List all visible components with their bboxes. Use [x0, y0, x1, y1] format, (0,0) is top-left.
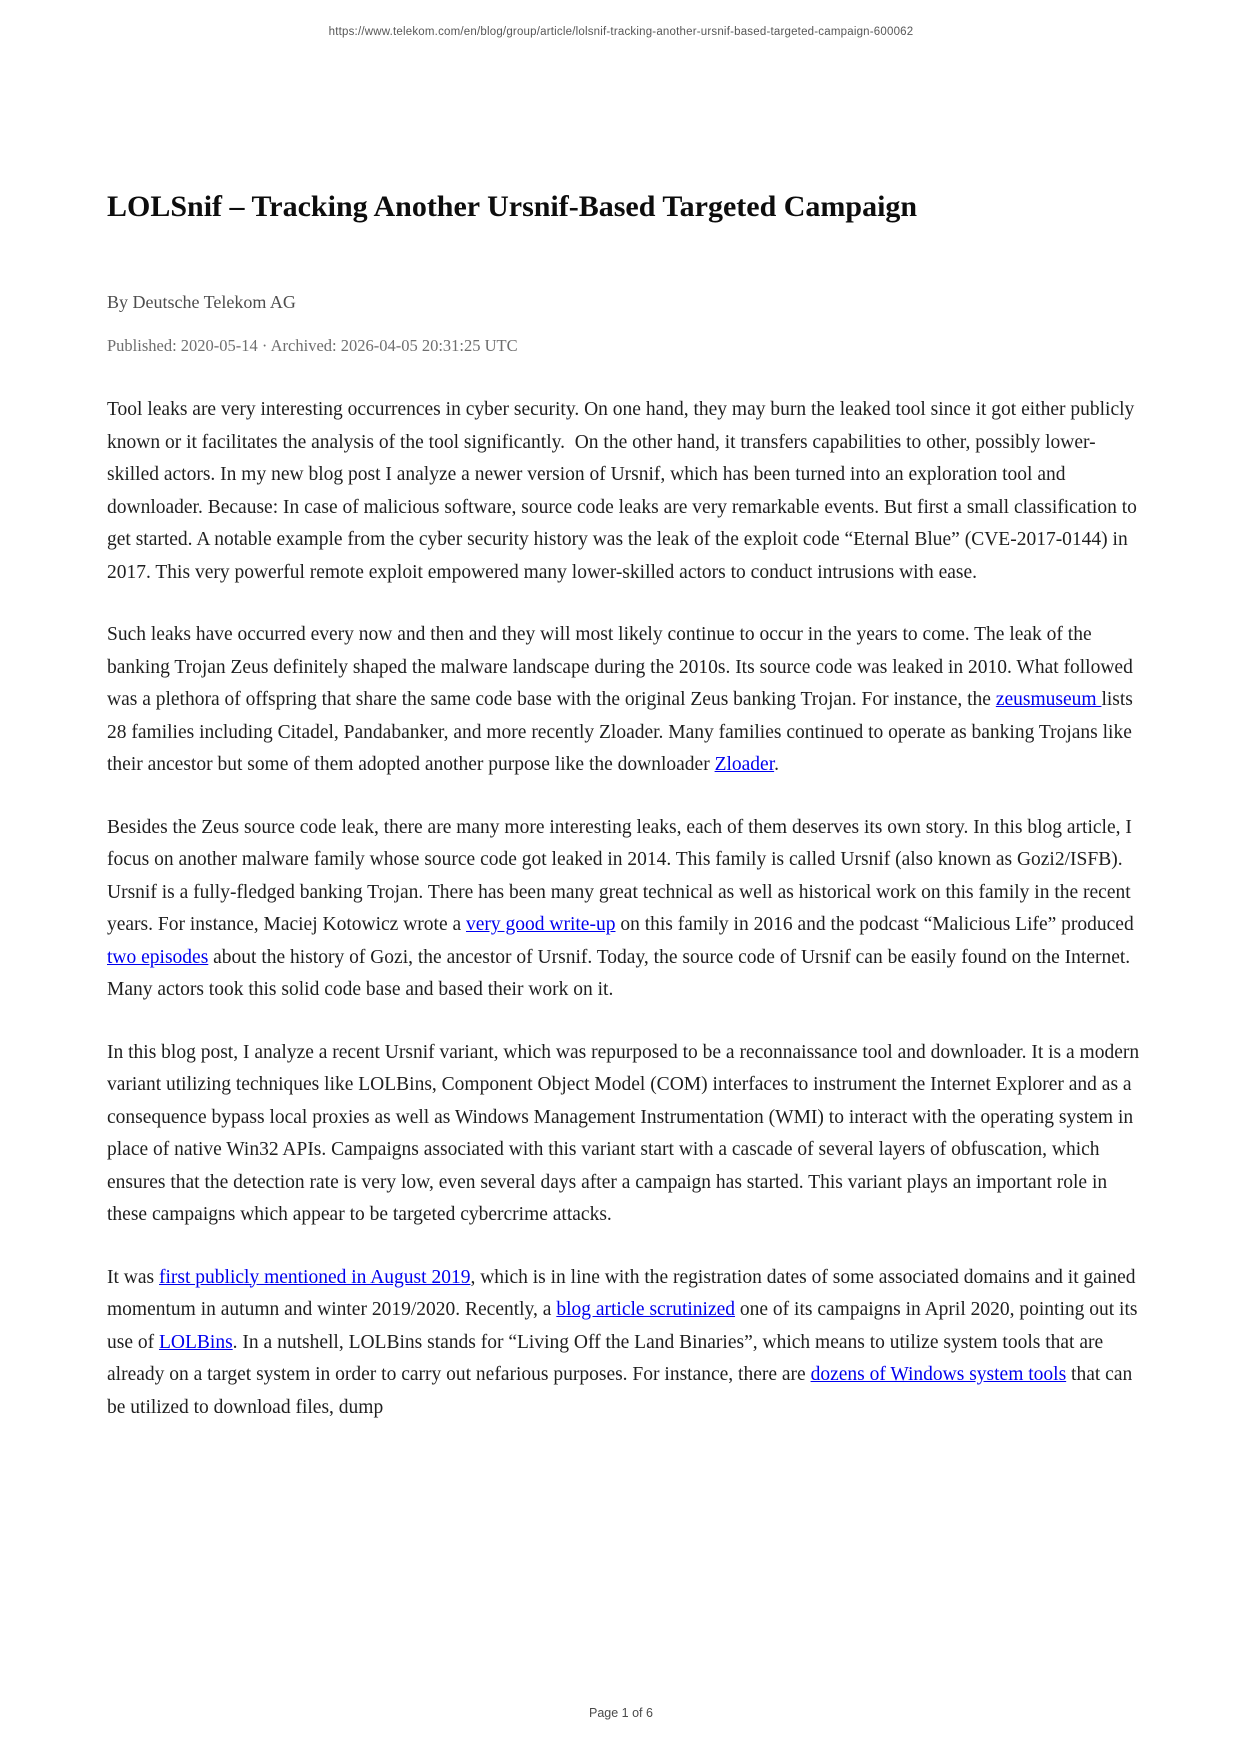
page-number: Page 1 of 6: [589, 1706, 653, 1720]
inline-link[interactable]: first publicly mentioned in August 2019: [159, 1266, 471, 1288]
inline-link[interactable]: dozens of Windows system tools: [810, 1364, 1067, 1385]
paragraph: Besides the Zeus source code leak, there are many more interesting leaks, each of them deserves its own story. In this blog article, I focus on another malware family whose source code got leaked in 2014. This family is called Ursnif (also known as Gozi2/ISFB). Ursnif is a fully-fledged banking Trojan. There has been many great technical as well as historical work on this family in the recent years. For instance, Maciej Kotowicz wrote a very good write-up on this family in 2016 and the podcast “Malicious Life” produced two episodes about the history of Gozi, the ancestor of Ursnif. Today, the source code of Ursnif can be easily found on the Internet. Many actors took this solid code base and based their work on it.: [107, 816, 1139, 1000]
inline-link[interactable]: very good write-up: [466, 914, 616, 935]
inline-link[interactable]: two episodes: [107, 946, 209, 968]
inline-link[interactable]: zeusmuseum: [995, 689, 1102, 710]
article-body: [107, 394, 1142, 1424]
byline: By Deutsche Telekom AG: [107, 292, 296, 312]
inline-link[interactable]: LOLBins: [159, 1331, 233, 1353]
paragraph: Such leaks have occurred every now and then and they will most likely continue to occur in the years to come. The leak of the banking Trojan Zeus definitely shaped the malware landscape during the 2010s. Its source code was leaked in 2010. What followed was a plethora of offspring that share the same code base with the original Zeus banking Trojan. For instance, the zeusmuseum lists 28 families including Citadel, Pandabanker, and more recently Zloader. Many families continued to operate as banking Trojans like their ancestor but some of them adopted another purpose like the downloader Zloader.: [107, 624, 1138, 775]
article: [107, 0, 1142, 1454]
page-url: https://www.telekom.com/en/blog/group/article/lolsnif-tracking-another-ursnif-based-targeted-campaign-600062: [328, 26, 914, 38]
inline-link[interactable]: Zloader: [714, 754, 775, 775]
published-archived-meta: Published: 2020-05-14 · Archived: 2026-04-05 20:31:25 UTC: [107, 336, 518, 355]
paragraph: In this blog post, I analyze a recent Ursnif variant, which was repurposed to be a reconnaissance tool and downloader. It is a modern variant utilizing techniques like LOLBins, Component Object Model (COM) interfaces to instrument the Internet Explorer and as a consequence bypass local proxies as well as Windows Management Instrumentation (WMI) to interact with the operating system in place of native Win32 APIs. Campaigns associated with this variant start with a cascade of several layers of obfuscation, which ensures that the detection rate is very low, even several days after a campaign has started. This variant plays an important role in these campaigns which appear to be targeted cybercrime attacks.: [107, 1041, 1144, 1225]
paragraph: Tool leaks are very interesting occurrences in cyber security. On one hand, they may burn the leaked tool since it got either publicly known or it facilitates the analysis of the tool significantly. On the other hand, it transfers capabilities to other, possibly lower-skilled actors. In my new blog post I analyze a newer version of Ursnif, which has been turned into an exploration tool and downloader. Because: In case of malicious software, source code leaks are very remarkable events. But first a small classification to get started. A notable example from the cyber security history was the leak of the exploit code “Eternal Blue” (CVE-2017-0144) in 2017. This very powerful remote exploit empowered many lower-skilled actors to conduct intrusions with ease.: [107, 399, 1142, 583]
paragraph: It was first publicly mentioned in August 2019, which is in line with the registration dates of some associated domains and it gained momentum in autumn and winter 2019/2020. Recently, a blog article scrutinized one of its campaigns in April 2020, pointing out its use of LOLBins. In a nutshell, LOLBins stands for “Living Off the Land Binaries”, which means to utilize system tools that are already on a target system in order to carry out nefarious purposes. For instance, there are dozens of Windows system tools that can be utilized to download files, dump: [107, 1266, 1143, 1418]
page-title: LOLSnif – Tracking Another Ursnif-Based Targeted Campaign: [107, 190, 918, 223]
inline-link[interactable]: blog article scrutinized: [556, 1299, 736, 1320]
